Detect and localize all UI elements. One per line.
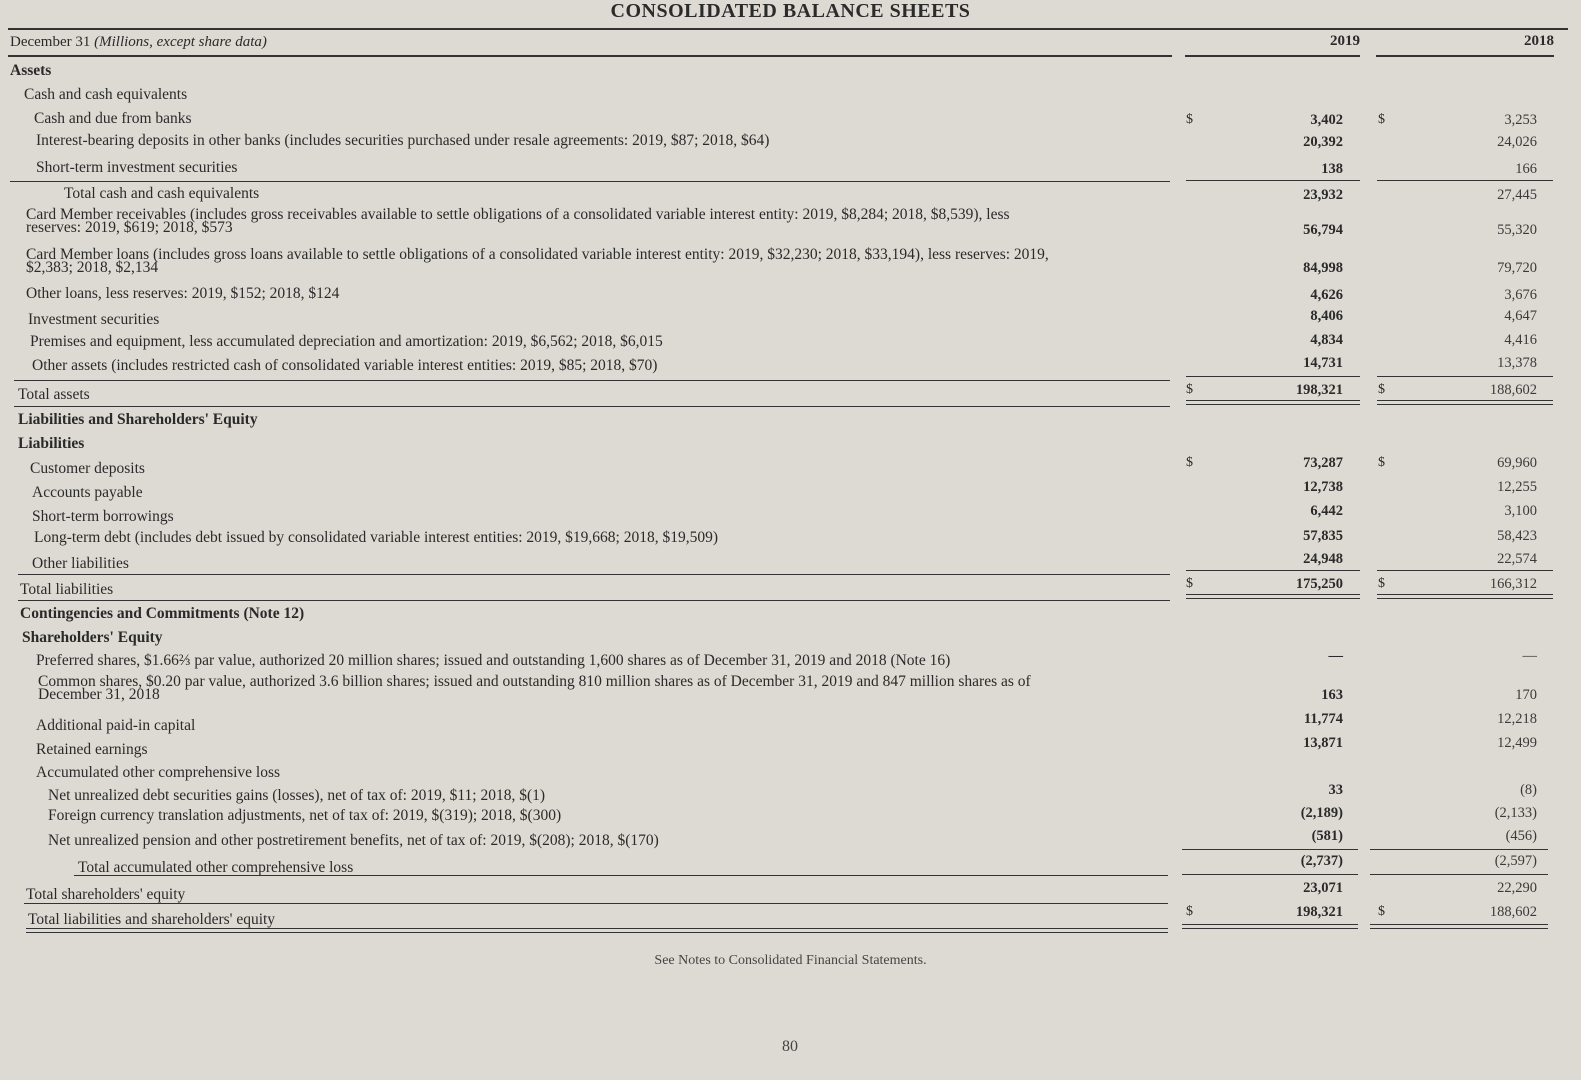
- table-rule: [1370, 849, 1548, 850]
- row-label: Customer deposits: [30, 460, 145, 477]
- value-2019: 198,321: [1295, 904, 1343, 920]
- year-2019-header: 2019: [1330, 33, 1360, 49]
- row-label: Other liabilities: [32, 555, 129, 572]
- dollar-sign-2018: $: [1378, 576, 1385, 591]
- value-2019: 84,998: [1303, 260, 1343, 276]
- table-row: [0, 308, 1581, 335]
- table-row: [0, 112, 1581, 134]
- dollar-sign-2018: $: [1378, 904, 1385, 919]
- row-label: Liabilities: [18, 435, 85, 452]
- table-rule: [1186, 180, 1360, 181]
- value-2018: 166,312: [1489, 576, 1537, 592]
- value-2019: 57,835: [1303, 528, 1343, 544]
- value-2019: 13,871: [1303, 735, 1343, 751]
- value-2018: 13,378: [1497, 355, 1537, 371]
- row-label: Interest-bearing deposits in other banks (includes securities purchased under resale agreements: 2019, $87; 2018, $64): [36, 132, 770, 149]
- table-row: [0, 355, 1581, 381]
- table-rule: [1186, 594, 1360, 599]
- table-rule: [1370, 924, 1548, 929]
- value-2019: (2,737): [1300, 853, 1343, 869]
- table-rule: [24, 903, 1168, 904]
- value-2019: 175,250: [1295, 576, 1343, 592]
- table-row: [0, 880, 1581, 910]
- value-2018: 12,255: [1497, 479, 1537, 495]
- value-2018: 22,290: [1497, 880, 1537, 896]
- row-label: Premises and equipment, less accumulated depreciation and amortization: 2019, $6,562; 2018, $6,015: [30, 333, 663, 350]
- table-row: [0, 455, 1581, 484]
- value-2019: 163: [1321, 687, 1343, 703]
- value-2018: 55,320: [1497, 222, 1537, 238]
- value-2018: 58,423: [1497, 528, 1537, 544]
- value-2019: 23,071: [1303, 880, 1343, 896]
- table-row: [0, 805, 1581, 831]
- table-rule: [1377, 376, 1553, 377]
- footnote: See Notes to Consolidated Financial Statements.: [654, 953, 927, 968]
- row-label: Long-term debt (includes debt issued by consolidated variable interest entities: 2019, $19,668; 2018, $19,509): [34, 529, 719, 546]
- table-rule: [1182, 849, 1358, 850]
- row-label: Card Member loans (includes gross loans available to settle obligations of a consolidated variable interest entity: 2019, $32,230; 2018, $33,194), less reserves: 2019,: [26, 246, 1049, 263]
- row-label: Accumulated other comprehensive loss: [36, 764, 281, 781]
- value-2019: 11,774: [1303, 711, 1343, 727]
- row-label-continued: reserves: 2019, $619; 2018, $573: [26, 219, 233, 236]
- table-row: [0, 64, 1581, 86]
- value-2018: 12,218: [1497, 711, 1537, 727]
- row-label-continued: December 31, 2018: [38, 686, 160, 703]
- table-rule: [1377, 594, 1553, 599]
- row-label: Total liabilities: [20, 581, 114, 598]
- value-2018: 12,499: [1497, 735, 1537, 751]
- value-2018: 4,647: [1504, 308, 1537, 324]
- row-label: Accounts payable: [32, 484, 143, 501]
- table-row: [0, 332, 1581, 357]
- value-2018: 27,445: [1497, 187, 1537, 203]
- table-row: [0, 437, 1581, 459]
- table-rule: [1186, 376, 1360, 377]
- value-2018: (8): [1520, 782, 1537, 798]
- value-2019: 3,402: [1310, 112, 1343, 128]
- dollar-sign-2018: $: [1378, 112, 1385, 127]
- value-2018: 188,602: [1489, 904, 1537, 920]
- value-2019: 4,834: [1310, 332, 1343, 348]
- value-2018: (2,133): [1494, 805, 1537, 821]
- column-header-label: [10, 34, 267, 51]
- row-label: Total shareholders' equity: [26, 886, 186, 903]
- value-2019: 8,406: [1310, 308, 1343, 324]
- table-row: [0, 479, 1581, 508]
- row-label: Net unrealized debt securities gains (losses), net of tax of: 2019, $11; 2018, $(1): [48, 787, 546, 804]
- value-2018: (456): [1505, 828, 1537, 844]
- row-label: Common shares, $0.20 par value, authorized 3.6 billion shares; issued and outstanding 810 million shares as of December 31, 2019 and 847 million shares as of: [38, 673, 1031, 690]
- value-2018: 24,026: [1497, 134, 1537, 150]
- row-label: Total assets: [18, 386, 90, 403]
- table-rule: [1182, 924, 1358, 929]
- row-label: Net unrealized pension and other postretirement benefits, net of tax of: 2019, $(208); 2018, $(170): [48, 832, 659, 849]
- value-2019: 24,948: [1303, 551, 1343, 567]
- value-2019: (2,189): [1300, 805, 1343, 821]
- dollar-sign-2019: $: [1186, 112, 1193, 127]
- table-rule: [18, 600, 1170, 601]
- row-label: Assets: [10, 62, 52, 79]
- table-rule: [1186, 570, 1360, 571]
- header-top-rule: [8, 28, 1568, 30]
- dollar-sign-2019: $: [1186, 382, 1193, 397]
- row-label: Total accumulated other comprehensive loss: [78, 859, 354, 876]
- table-row: [0, 246, 1581, 276]
- value-2018: 3,676: [1504, 287, 1537, 303]
- table-rule: [14, 406, 1170, 407]
- header-rule-2019: [1185, 55, 1360, 57]
- dollar-sign-2019: $: [1186, 904, 1193, 919]
- table-row: [0, 607, 1581, 629]
- table-row: [0, 88, 1581, 110]
- table-rule: [1182, 874, 1358, 875]
- value-2019: 23,932: [1303, 187, 1343, 203]
- table-row: [0, 134, 1581, 156]
- table-row: [0, 828, 1581, 856]
- value-2019: 12,738: [1303, 479, 1343, 495]
- header-date: December 31: [10, 34, 95, 50]
- page-title: CONSOLIDATED BALANCE SHEETS: [610, 0, 971, 22]
- table-row: [0, 206, 1581, 238]
- table-row: [0, 287, 1581, 309]
- row-label: Other assets (includes restricted cash of consolidated variable interest entities: 2019, $85; 2018, $70): [32, 357, 658, 374]
- table-rule: [1377, 570, 1553, 571]
- page-number: 80: [782, 1038, 798, 1055]
- table-rule: [1377, 400, 1553, 405]
- header-rule-2018: [1376, 55, 1554, 57]
- header-units: (Millions, except share data): [94, 34, 267, 50]
- row-label: Liabilities and Shareholders' Equity: [18, 411, 258, 428]
- year-2018-header: 2018: [1524, 33, 1554, 49]
- header-bottom-rule: [8, 55, 1172, 57]
- table-row: [0, 766, 1581, 788]
- value-2018: 22,574: [1497, 551, 1537, 567]
- table-rule: [1370, 874, 1548, 875]
- table-row: [0, 528, 1581, 553]
- row-label: Cash and cash equivalents: [24, 86, 188, 103]
- table-rule: [26, 928, 1168, 933]
- table-rule: [10, 181, 1170, 182]
- value-2019: (581): [1311, 828, 1343, 844]
- table-rule: [1186, 400, 1360, 405]
- dollar-sign-2019: $: [1186, 455, 1193, 470]
- row-label: Total cash and cash equivalents: [64, 185, 260, 202]
- value-2019: 14,731: [1303, 355, 1343, 371]
- table-rule: [14, 380, 1170, 381]
- value-2018: —: [1522, 648, 1537, 664]
- table-row: [0, 413, 1581, 435]
- value-2019: 138: [1321, 161, 1343, 177]
- row-label: Total liabilities and shareholders' equity: [28, 911, 276, 928]
- value-2019: 20,392: [1303, 134, 1343, 150]
- row-label: Investment securities: [28, 311, 160, 328]
- table-rule: [18, 574, 1170, 575]
- row-label: Short-term borrowings: [32, 508, 174, 525]
- value-2018: 166: [1515, 161, 1537, 177]
- dollar-sign-2018: $: [1378, 382, 1385, 397]
- table-rule: [1377, 180, 1553, 181]
- value-2019: 6,442: [1310, 503, 1343, 519]
- value-2018: (2,597): [1494, 853, 1537, 869]
- table-row: [0, 673, 1581, 703]
- value-2019: 73,287: [1303, 455, 1343, 471]
- row-label: Other loans, less reserves: 2019, $152; 2018, $124: [26, 285, 340, 302]
- row-label: Cash and due from banks: [34, 110, 192, 127]
- row-label: Preferred shares, $1.66⅔ par value, authorized 20 million shares; issued and outstanding 1,600 shares as of December 31, 2019 and 2018 (Note 16): [36, 652, 951, 669]
- value-2018: 188,602: [1489, 382, 1537, 398]
- dollar-sign-2018: $: [1378, 455, 1385, 470]
- table-row: [0, 631, 1581, 653]
- value-2018: 3,253: [1504, 112, 1537, 128]
- value-2018: 170: [1515, 687, 1537, 703]
- value-2019: 33: [1328, 782, 1343, 798]
- row-label: Contingencies and Commitments (Note 12): [20, 605, 305, 622]
- dollar-sign-2019: $: [1186, 576, 1193, 591]
- value-2019: 4,626: [1310, 287, 1343, 303]
- value-2018: 79,720: [1497, 260, 1537, 276]
- row-label: Card Member receivables (includes gross receivables available to settle obligations of a consolidated variable interest entity: 2019, $8,284; 2018, $8,539), less: [26, 206, 1010, 223]
- value-2018: 69,960: [1497, 455, 1537, 471]
- row-label: Foreign currency translation adjustments, net of tax of: 2019, $(319); 2018, $(300): [48, 807, 562, 824]
- row-label-continued: $2,383; 2018, $2,134: [26, 259, 159, 276]
- value-2018: 4,416: [1504, 332, 1537, 348]
- row-label: Retained earnings: [36, 741, 148, 758]
- value-2019: —: [1328, 648, 1343, 664]
- table-rule: [74, 875, 1168, 876]
- value-2018: 3,100: [1504, 503, 1537, 519]
- value-2019: 198,321: [1295, 382, 1343, 398]
- row-label: Additional paid-in capital: [36, 717, 196, 734]
- table-row: [0, 735, 1581, 765]
- row-label: Shareholders' Equity: [22, 629, 163, 646]
- table-row: [0, 711, 1581, 741]
- table-row: [0, 853, 1581, 883]
- table-row: [0, 551, 1581, 579]
- row-label: Short-term investment securities: [36, 159, 238, 176]
- value-2019: 56,794: [1303, 222, 1343, 238]
